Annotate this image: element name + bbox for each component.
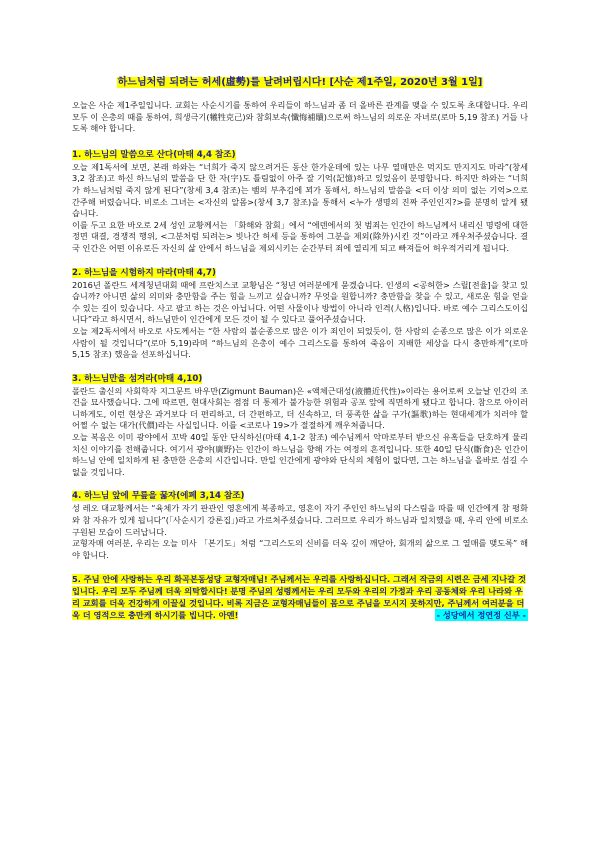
section-paragraph: 2016년 폴란드 세계청년대회 때에 프란치스코 교황님은 “청년 여러분에게 묻겠습니다. 인생의 <공허한> 스릴[전율]을 찾고 있습니까? 아니면 삶의 의미와 충만함을 주는 힘을 느끼고 싶습니까? 무엇을 원합니까? 충만함을 찾을 수 있고, 새로운 힘을 얻을 수 있는 길이 있습니다. 사고 팔고 하는 것은 아닙니다. 어떤 사물이나 방법이 아니라 인격(人格)입니다. 바로 예수 그리스도이십니다”라고 하시면서, 하느님만이 인간에게 모든 것이 될 수 있다고 풀어주셨습니다.	[72, 279, 528, 325]
closing-text: 5. 주님 안에 사랑하는 우리 화곡본동성당 교형자매님! 주님께서는 우리를 사랑하십니다. 그래서 작금의 시련은 금세 지나갈 것입니다. 우리 모두 주님께 더욱 의탁합시다! 분명 주님의 성령께서는 우리 모두와 우리의 가정과 우리 공동체와 우리 나라와 우리 교회를 더욱 건강하게 이끌실 것입니다. 비록 지금은 교형자매님들이 몸으로 주님을 모시지 못하지만, 주님께서 여러분을 더욱 더 영적으로 충만케 하시기를 빕니다. 아멘!	[72, 574, 526, 621]
section-3	[72, 373, 528, 479]
document-page	[72, 75, 528, 621]
section-heading: 3. 하느님만을 섬겨라(마태 4,10)	[72, 373, 203, 384]
section-paragraph: 오늘 제1독서에 보면, 본래 하와는 “너희가 죽지 않으려거든 동산 한가운데에 있는 나무 열매만은 먹지도 만지지도 마라”(창세 3,2 참조)고 하신 하느님의 말씀을 단 한 자(字)도 틀림없이 아주 잘 기억(記憶)하고 있었음이 분명합니다. 하지만 하와는 “너희가 하느님처럼 죽지 않게 된다”(창세 3,4 참조)는 뱀의 부추김에 꾀가 동해서, 하느님의 말씀을 <더 이상 의미 없는 기억>으로 간주해 버렸습니다. 비로소 그녀는 <자신의 알몸>(창세 3,7 참조)을 통해서 <누가 생명의 진짜 주인인지?>를 분명히 알게 됐습니다.	[72, 161, 528, 219]
document-title-text: 하느님처럼 되려는 허세(虛勢)를 날려버립시다! [사순 제1주일, 2020년 3월 1일]	[117, 77, 483, 88]
section-paragraph: 교형자매 여러분, 우리는 오늘 미사 「본기도」처럼 “그리스도의 신비를 더욱 깊이 깨닫아, 회개의 삶으로 그 열매를 맺도록” 해야 합니다.	[72, 538, 528, 560]
section-2	[72, 267, 528, 361]
section-heading: 1. 하느님의 말씀으로 산다(마태 4,4 참조)	[72, 149, 236, 160]
section-paragraph: 이를 두고 요한 바오로 2세 성인 교황께서는 「화해와 참회」에서 “에덴에서의 첫 범죄는 인간이 하느님께서 내리신 명령에 대한 정면 대결, 경쟁적 행위, <그분처럼 되려는> 빗나간 허세 등을 통하여 그분을 제외(除外)시킨 것”이라고 깨우쳐주셨습니다. 결국 인간은 어떤 이유로든 자신의 삶 안에서 하느님을 제외시키는 순간부터 죄에 열리게 되고 빠져들어 허우적거리게 됩니다.	[72, 219, 528, 253]
section-paragraph: 오늘 복음은 이미 광야에서 꼬박 40일 동안 단식하신(마태 4,1-2 참조) 예수님께서 악마로부터 받으신 유혹들을 단호하게 물리치신 이야기를 전해줍니다. 여기서 광야(廣野)는 인간이 하느님을 향해 가는 여정의 흔적입니다. 또한 40일 단식(斷食)은 인간이 하느님 안에 일치하게 된 충만한 은총의 시간입니다. 만일 인간에게 광야와 단식의 체험이 없다면, 그는 하느님을 올바로 섬길 수 없을 것입니다.	[72, 432, 528, 477]
section-4	[72, 490, 528, 561]
section-paragraph: 폴란드 출신의 사회학자 지그문트 바우만(Zigmunt Bauman)은 «액체근대성(液體近代性)»이라는 용어로써 오늘날 인간의 조건을 묘사했습니다. 그에 따르면, 현대사회는 점점 더 통제가 불가능한 위험과 공포 앞에 직면하게 됐다고 합니다. 참으로 아이러니하게도, 이런 현상은 과거보다 더 편리하고, 더 간편하고, 더 신속하고, 더 풍족한 삶을 구가(謳歌)하는 현대세계가 치러야 할 어쩔 수 없는 대가(代價)라는 사실입니다. 이를 <코로나 19>가 절절하게 깨우쳐줍니다.	[72, 385, 528, 431]
document-title	[72, 75, 528, 90]
section-1	[72, 149, 528, 255]
closing-paragraph	[72, 573, 528, 621]
section-heading: 4. 하느님 앞에 무릎을 꿇자(에페 3,14 참조)	[72, 491, 245, 502]
section-heading: 2. 하느님을 시험하지 마라(마태 4,7)	[72, 267, 216, 278]
signature: - 성당에서 정연정 신부 -	[436, 610, 526, 621]
intro-paragraph: 오늘은 사순 제1주일입니다. 교회는 사순시기를 통하여 우리들이 하느님과 좀 더 올바른 관계를 맺을 수 있도록 초대합니다. 우리 모두 이 은총의 때를 통하여, 희생극기(犧牲克己)와 참회보속(懺悔補贖)으로써 하느님의 의로운 자녀로(로마 5,19 참조) 거듭 나도록 해야 합니다.	[72, 100, 528, 134]
section-paragraph: 오늘 제2독서에서 바오로 사도께서는 “한 사람의 불순종으로 많은 이가 죄인이 되었듯이, 한 사람의 순종으로 많은 이가 의로운 사람이 될 것입니다”(로마 5,19)라며 “하느님의 은총이 예수 그리스도를 통하여 죽음이 지배한 세상을 다시 충만하게”(로마 5,15 참조) 했음을 선포하십니다.	[72, 325, 528, 360]
section-paragraph: 성 레오 대교황께서는 “육체가 자기 판관인 영혼에게 복종하고, 영혼이 자기 주인인 하느님의 다스림을 따를 때 인간에게 참 평화와 참 자유가 있게 됩니다”(「사순시기 강론집」)라고 가르쳐주셨습니다. 그러므로 우리가 하느님과 일치했을 때, 우리 안에 비로소 구원된 모습이 드러납니다.	[72, 503, 528, 537]
